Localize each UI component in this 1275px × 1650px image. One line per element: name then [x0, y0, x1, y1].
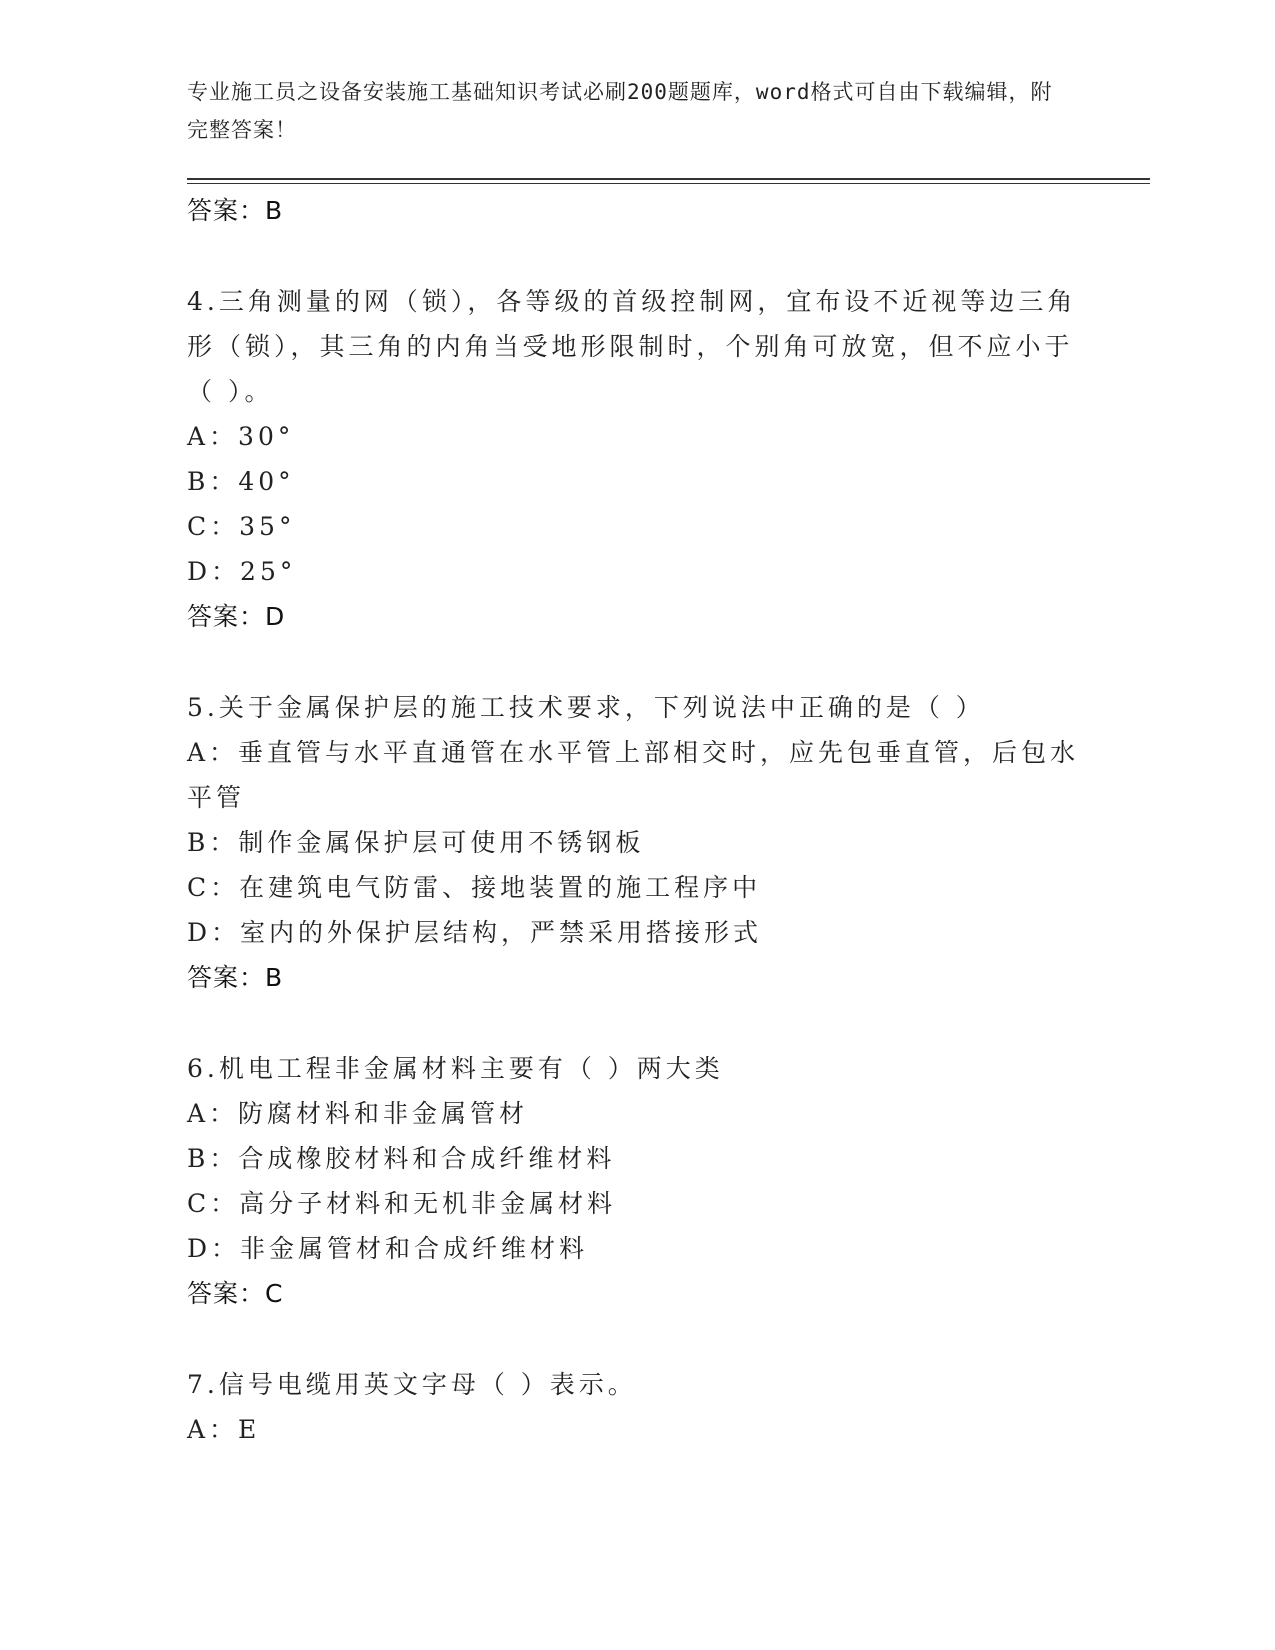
question-block	[187, 279, 1087, 639]
question-block	[187, 685, 1087, 1000]
spacer	[187, 1000, 1087, 1046]
spacer	[187, 639, 1087, 685]
answer-line: 答案：B	[187, 963, 284, 992]
document-body	[187, 188, 1087, 1452]
spacer	[187, 1316, 1087, 1362]
option-b: B：40°	[187, 467, 295, 496]
spacer	[187, 233, 1087, 279]
option-a: A：防腐材料和非金属管材	[187, 1099, 529, 1128]
option-a: A：30°	[187, 422, 295, 451]
page-header: 专业施工员之设备安装施工基础知识考试必刷200题题库，word格式可自由下载编辑，附完整答案！	[187, 80, 1053, 142]
option-d: D：非金属管材和合成纤维材料	[187, 1234, 589, 1263]
option-c: C：高分子材料和无机非金属材料	[187, 1189, 617, 1218]
question-text: 6.机电工程非金属材料主要有（ ）两大类	[187, 1054, 724, 1083]
option-b: B：合成橡胶材料和合成纤维材料	[187, 1144, 616, 1173]
header-divider-thin	[187, 183, 1150, 184]
answer-line: 答案：B	[187, 196, 284, 225]
header-divider-thick	[187, 178, 1150, 180]
option-a: A：E	[187, 1415, 261, 1444]
option-b: B：制作金属保护层可使用不锈钢板	[187, 828, 645, 857]
option-c: C：在建筑电气防雷、接地装置的施工程序中	[187, 873, 762, 902]
question-block	[187, 1362, 1087, 1452]
option-a: A：垂直管与水平直通管在水平管上部相交时，应先包垂直管，后包水平管	[187, 738, 1080, 812]
question-text: 7.信号电缆用英文字母（ ）表示。	[187, 1370, 637, 1399]
option-c: C：35°	[187, 512, 296, 541]
question-text: 4.三角测量的网（锁），各等级的首级控制网，宜布设不近视等边三角形（锁），其三角的内角当受地形限制时，个别角可放宽，但不应小于（ ）。	[187, 287, 1077, 406]
answer-line: 答案：D	[187, 602, 286, 631]
answer-line: 答案：C	[187, 1279, 284, 1308]
option-d: D：25°	[187, 557, 297, 586]
question-block	[187, 1046, 1087, 1316]
option-d: D：室内的外保护层结构，严禁采用搭接形式	[187, 918, 763, 947]
question-text: 5.关于金属保护层的施工技术要求，下列说法中正确的是（ ）	[187, 693, 985, 722]
